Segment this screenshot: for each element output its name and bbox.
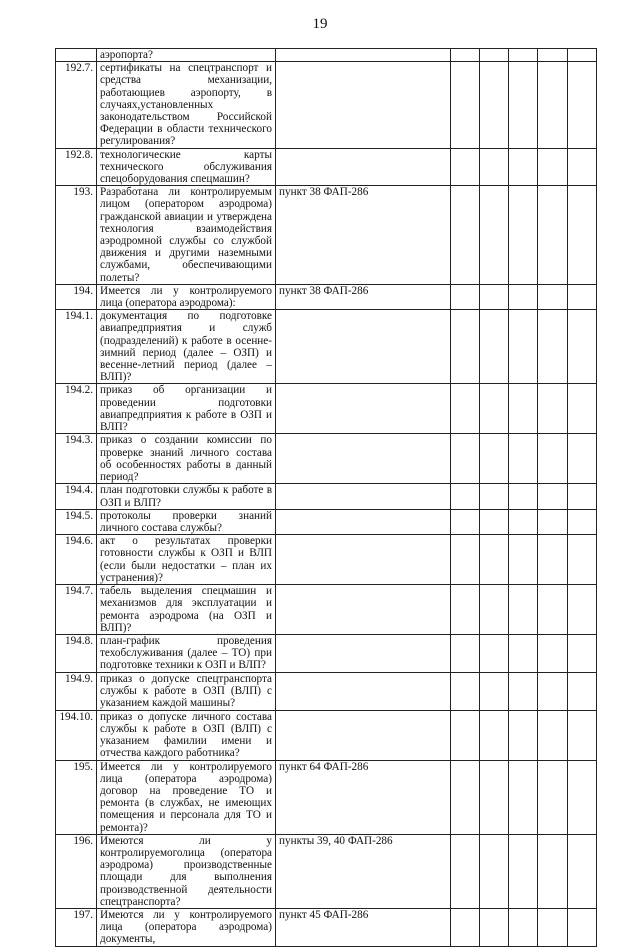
answer-cell	[451, 284, 480, 309]
item-number-cell: 197.	[56, 908, 97, 946]
item-number-cell: 194.8.	[56, 634, 97, 672]
item-number-cell: 192.8.	[56, 148, 97, 186]
question-cell: документация по подготовке авиапредприятия и служб (подразделений) к работе в осенне-зимний период (далее – ОЗП) и весенне-летний период (далее – ВЛП)?	[97, 310, 276, 384]
reference-cell	[276, 484, 451, 509]
answer-cell	[568, 535, 597, 585]
item-number-cell: 194.10.	[56, 710, 97, 760]
answer-cell	[568, 585, 597, 635]
answer-cell	[538, 672, 568, 710]
answer-cell	[538, 908, 568, 946]
question-cell: Имеются ли у контролируемого лица (оператора аэродрома) документы,	[97, 908, 276, 946]
table-row	[56, 908, 597, 946]
answer-cell	[538, 484, 568, 509]
item-number-cell: 194.3.	[56, 434, 97, 484]
item-number-cell: 194.1.	[56, 310, 97, 384]
answer-cell	[451, 384, 480, 434]
answer-cell	[451, 760, 480, 834]
question-cell: приказ о допуске спецтранспорта службы к работе в ОЗП (ВЛП) с указанием каждой машины?	[97, 672, 276, 710]
answer-cell	[480, 634, 509, 672]
answer-cell	[509, 672, 538, 710]
question-cell: сертификаты на спецтранспорт и средства механизации, работающиев аэропорту, в случаях,установленных законодательством Российской Федерации в области технического регулирования?	[97, 62, 276, 148]
answer-cell	[509, 710, 538, 760]
question-cell: приказ об организации и проведении подготовки авиапредприятия к работе в ОЗП и ВЛП?	[97, 384, 276, 434]
question-cell: Имеются ли у контролируемоголица (оператора аэродрома) производственные площади для выполнения производственной деятельности спецтранспорта?	[97, 834, 276, 908]
page-number: 19	[312, 16, 328, 32]
answer-cell	[568, 484, 597, 509]
answer-cell	[538, 310, 568, 384]
table-row	[56, 384, 597, 434]
answer-cell	[451, 62, 480, 148]
answer-cell	[451, 434, 480, 484]
answer-cell	[568, 49, 597, 62]
item-number-cell	[56, 49, 97, 62]
answer-cell	[480, 310, 509, 384]
table-row	[56, 186, 597, 285]
table-row	[56, 535, 597, 585]
answer-cell	[509, 49, 538, 62]
answer-cell	[538, 62, 568, 148]
answer-cell	[509, 148, 538, 186]
answer-cell	[480, 284, 509, 309]
reference-cell	[276, 585, 451, 635]
answer-cell	[451, 908, 480, 946]
table-row	[56, 49, 597, 62]
answer-cell	[568, 710, 597, 760]
answer-cell	[509, 310, 538, 384]
answer-cell	[480, 535, 509, 585]
answer-cell	[480, 908, 509, 946]
table-row	[56, 834, 597, 908]
answer-cell	[509, 760, 538, 834]
reference-cell	[276, 710, 451, 760]
answer-cell	[451, 834, 480, 908]
answer-cell	[538, 509, 568, 534]
answer-cell	[538, 186, 568, 285]
answer-cell	[509, 509, 538, 534]
answer-cell	[509, 634, 538, 672]
table-row	[56, 585, 597, 635]
answer-cell	[509, 484, 538, 509]
answer-cell	[509, 585, 538, 635]
item-number-cell: 194.4.	[56, 484, 97, 509]
item-number-cell: 194.2.	[56, 384, 97, 434]
table-row	[56, 310, 597, 384]
answer-cell	[451, 634, 480, 672]
answer-cell	[451, 509, 480, 534]
item-number-cell: 196.	[56, 834, 97, 908]
question-cell: план подготовки службы к работе в ОЗП и ВЛП?	[97, 484, 276, 509]
question-cell: Имеется ли у контролируемого лица (оператора аэродрома) договор на проведение ТО и ремонта (в службах, не имеющих помещения и персонала для ТО и ремонта)?	[97, 760, 276, 834]
reference-cell	[276, 384, 451, 434]
item-number-cell: 194.	[56, 284, 97, 309]
answer-cell	[509, 384, 538, 434]
answer-cell	[568, 284, 597, 309]
answer-cell	[538, 585, 568, 635]
answer-cell	[480, 509, 509, 534]
answer-cell	[538, 634, 568, 672]
answer-cell	[568, 384, 597, 434]
answer-cell	[451, 310, 480, 384]
answer-cell	[568, 434, 597, 484]
answer-cell	[538, 710, 568, 760]
reference-cell	[276, 535, 451, 585]
answer-cell	[568, 834, 597, 908]
answer-cell	[480, 585, 509, 635]
question-cell: Разработана ли контролируемым лицом (оператором аэродрома) гражданской авиации и утверждена технология взаимодействия аэродромной службы со службой движения и другими наземными службами, обеспечивающими полеты?	[97, 186, 276, 285]
answer-cell	[480, 62, 509, 148]
item-number-cell: 194.7.	[56, 585, 97, 635]
answer-cell	[480, 186, 509, 285]
answer-cell	[451, 535, 480, 585]
reference-cell: пункт 38 ФАП-286	[276, 284, 451, 309]
reference-cell: пункт 64 ФАП-286	[276, 760, 451, 834]
question-cell: технологические карты технического обслуживания спецоборудования спецмашин?	[97, 148, 276, 186]
question-cell: Имеется ли у контролируемого лица (оператора аэродрома):	[97, 284, 276, 309]
answer-cell	[451, 186, 480, 285]
answer-cell	[568, 62, 597, 148]
answer-cell	[509, 284, 538, 309]
answer-cell	[568, 148, 597, 186]
answer-cell	[538, 760, 568, 834]
answer-cell	[538, 49, 568, 62]
answer-cell	[538, 284, 568, 309]
question-cell: акт о результатах проверки готовности службы к ОЗП и ВЛП (если были недостатки – план их устранения)?	[97, 535, 276, 585]
question-cell: протоколы проверки знаний личного состава службы?	[97, 509, 276, 534]
answer-cell	[451, 585, 480, 635]
answer-cell	[451, 672, 480, 710]
checklist-rows	[56, 49, 597, 947]
reference-cell	[276, 509, 451, 534]
answer-cell	[480, 148, 509, 186]
answer-cell	[480, 49, 509, 62]
reference-cell	[276, 672, 451, 710]
answer-cell	[480, 760, 509, 834]
table-row	[56, 710, 597, 760]
item-number-cell: 194.5.	[56, 509, 97, 534]
answer-cell	[451, 484, 480, 509]
reference-cell: пункты 39, 40 ФАП-286	[276, 834, 451, 908]
item-number-cell: 193.	[56, 186, 97, 285]
answer-cell	[568, 908, 597, 946]
answer-cell	[480, 434, 509, 484]
table-row	[56, 760, 597, 834]
checklist-table	[55, 48, 597, 947]
answer-cell	[538, 434, 568, 484]
question-cell: приказ о допуске личного состава службы к работе в ОЗП (ВЛП) с указанием фамилии имени и отчества каждого работника?	[97, 710, 276, 760]
reference-cell	[276, 148, 451, 186]
answer-cell	[509, 186, 538, 285]
answer-cell	[480, 710, 509, 760]
table-row	[56, 634, 597, 672]
answer-cell	[480, 672, 509, 710]
answer-cell	[568, 186, 597, 285]
answer-cell	[538, 148, 568, 186]
table-row	[56, 148, 597, 186]
answer-cell	[480, 384, 509, 434]
reference-cell	[276, 62, 451, 148]
answer-cell	[509, 434, 538, 484]
question-cell: аэропорта?	[97, 49, 276, 62]
answer-cell	[509, 908, 538, 946]
reference-cell	[276, 49, 451, 62]
answer-cell	[480, 484, 509, 509]
question-cell: табель выделения спецмашин и механизмов для эксплуатации и ремонта аэродрома (на ОЗП и ВЛП)?	[97, 585, 276, 635]
answer-cell	[568, 672, 597, 710]
reference-cell	[276, 310, 451, 384]
item-number-cell: 194.9.	[56, 672, 97, 710]
answer-cell	[538, 834, 568, 908]
answer-cell	[568, 634, 597, 672]
reference-cell: пункт 38 ФАП-286	[276, 186, 451, 285]
table-row	[56, 284, 597, 309]
answer-cell	[509, 834, 538, 908]
table-row	[56, 672, 597, 710]
table-row	[56, 509, 597, 534]
answer-cell	[568, 760, 597, 834]
table-row	[56, 434, 597, 484]
table-row	[56, 62, 597, 148]
answer-cell	[568, 310, 597, 384]
reference-cell: пункт 45 ФАП-286	[276, 908, 451, 946]
answer-cell	[568, 509, 597, 534]
item-number-cell: 195.	[56, 760, 97, 834]
answer-cell	[509, 62, 538, 148]
item-number-cell: 192.7.	[56, 62, 97, 148]
answer-cell	[538, 535, 568, 585]
answer-cell	[451, 49, 480, 62]
answer-cell	[451, 148, 480, 186]
answer-cell	[509, 535, 538, 585]
answer-cell	[451, 710, 480, 760]
question-cell: приказ о создании комиссии по проверке знаний личного состава об особенностях работы в данный период?	[97, 434, 276, 484]
item-number-cell: 194.6.	[56, 535, 97, 585]
reference-cell	[276, 434, 451, 484]
table-row	[56, 484, 597, 509]
reference-cell	[276, 634, 451, 672]
question-cell: план-график проведения техобслуживания (далее – ТО) при подготовке техники к ОЗП и ВЛП?	[97, 634, 276, 672]
answer-cell	[538, 384, 568, 434]
answer-cell	[480, 834, 509, 908]
